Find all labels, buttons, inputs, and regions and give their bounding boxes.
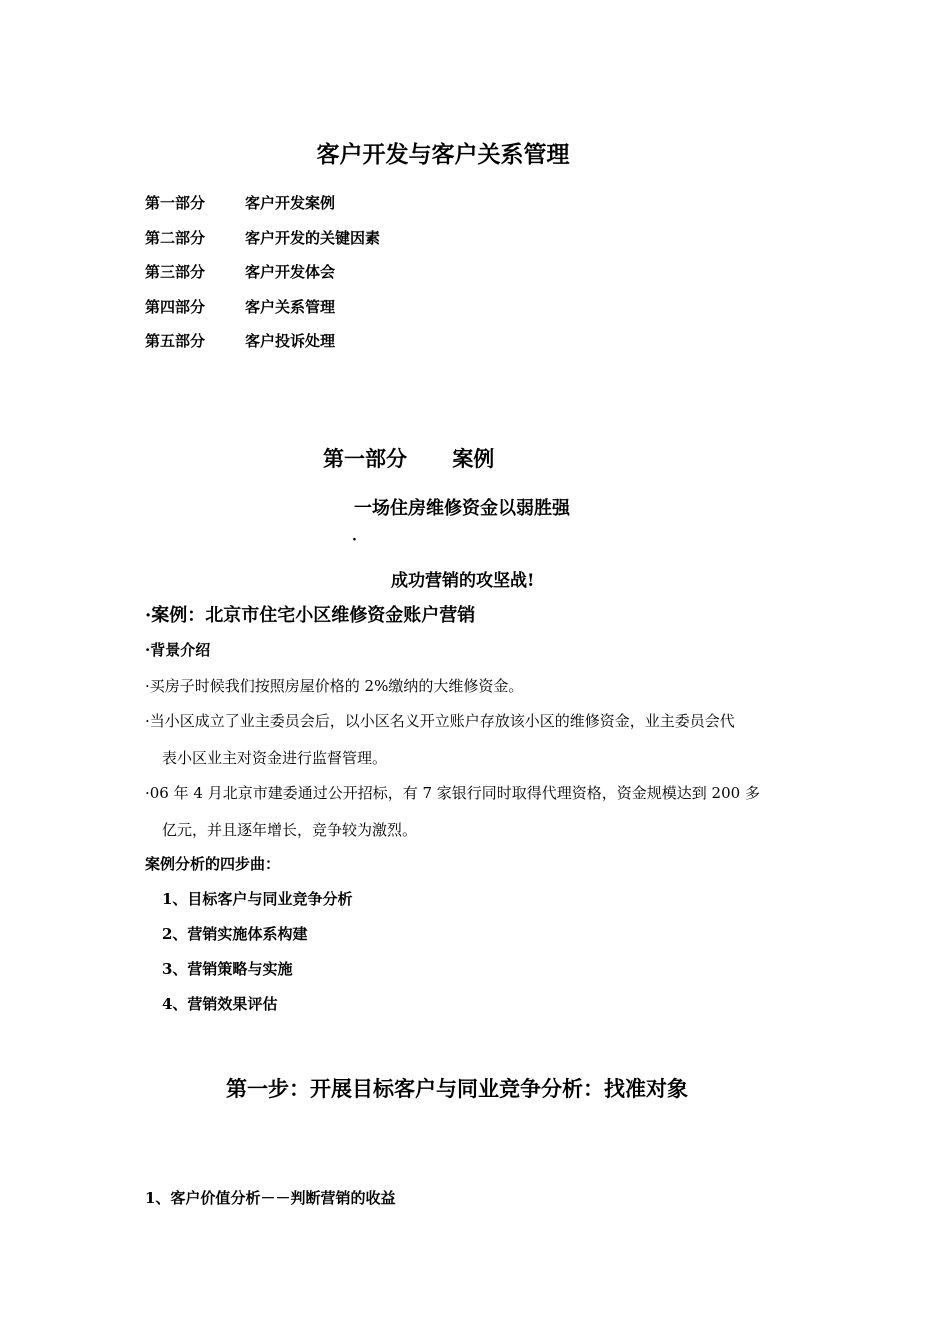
toc-item-3-number: 第三部分	[145, 263, 206, 281]
document-title: 客户开发与客户关系管理	[316, 141, 570, 168]
toc-item-5-title: 客户投诉处理	[245, 332, 336, 350]
case-title: ·案例：北京市住宅小区维修资金账户营销	[145, 605, 476, 626]
case-subtitle-line2: 成功营销的攻坚战!	[391, 571, 535, 591]
step-item-2: 2、营销实施体系构建	[162, 925, 308, 943]
toc-item-4-title: 客户关系管理	[245, 298, 336, 316]
step1-heading: 第一步：开展目标客户与同业竞争分析：找准对象	[226, 1076, 688, 1101]
step-item-4: 4、营销效果评估	[162, 995, 278, 1013]
toc-item-3-title: 客户开发体会	[245, 263, 336, 281]
part1-heading	[323, 443, 494, 473]
step-item-1: 1、目标客户与同业竞争分析	[162, 890, 353, 908]
background-bullet-2-line2: 表小区业主对资金进行监督管理。	[162, 749, 388, 767]
toc-item-2-title: 客户开发的关键因素	[245, 229, 381, 247]
toc-item-5-number: 第五部分	[145, 332, 206, 350]
toc-item-4-number: 第四部分	[145, 298, 206, 316]
part1-number: 第一部分	[323, 446, 407, 471]
background-bullet-1: ·买房子时候我们按照房屋价格的 2%缴纳的大维修资金。	[145, 677, 524, 695]
toc-item-2-number: 第二部分	[145, 229, 206, 247]
background-label: ·背景介绍	[145, 641, 211, 659]
case-subtitle-dot: ·	[352, 532, 357, 548]
part1-title: 案例	[452, 446, 495, 471]
background-bullet-2-line1: ·当小区成立了业主委员会后，以小区名义开立账户存放该小区的维修资金，业主委员会代	[145, 712, 735, 730]
steps-heading: 案例分析的四步曲：	[145, 855, 281, 873]
step-item-3: 3、营销策略与实施	[162, 960, 293, 978]
background-bullet-3-line1: ·06 年 4 月北京市建委通过公开招标，有 7 家银行同时取得代理资格，资金规模达到 200 多	[145, 784, 760, 802]
customer-value-analysis-heading: 1、客户价值分析－－判断营销的收益	[145, 1189, 396, 1207]
toc-item-1-number: 第一部分	[145, 194, 206, 212]
case-subtitle-line1: 一场住房维修资金以弱胜强	[354, 498, 570, 519]
toc-item-1-title: 客户开发案例	[245, 194, 336, 212]
background-bullet-3-line2: 亿元，并且逐年增长，竞争较为激烈。	[162, 821, 418, 839]
